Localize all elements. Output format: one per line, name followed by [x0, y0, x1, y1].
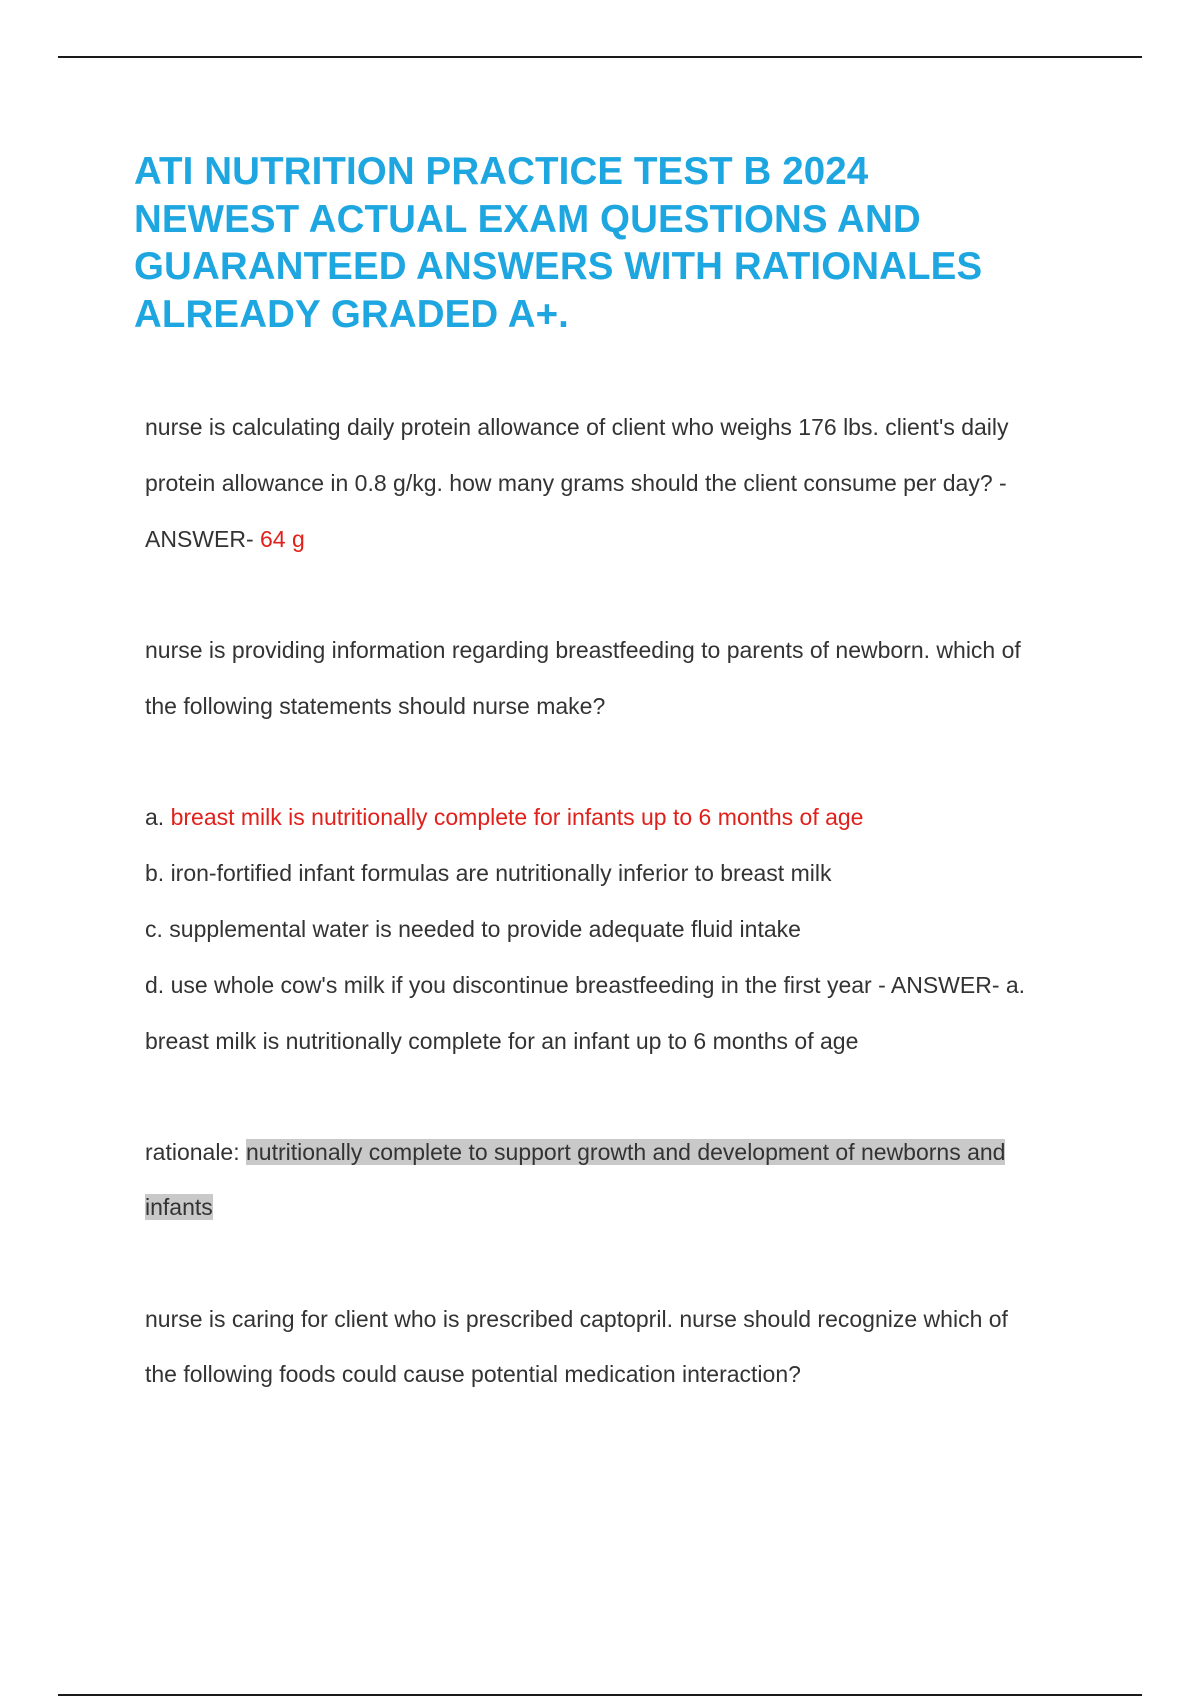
question-2-line-2: the following statements should nurse make?: [145, 693, 606, 719]
question-2-answer: breast milk is nutritionally complete for an infant up to 6 months of age: [145, 1028, 859, 1054]
question-1-line-1: nurse is calculating daily protein allowance of client who weighs 176 lbs. client's daily: [145, 414, 1009, 440]
option-a-prefix: a.: [145, 804, 171, 830]
question-1-answer: [145, 526, 1085, 553]
footer-rule: [58, 1694, 1142, 1696]
option-a: [145, 804, 1085, 831]
question-2-line-1: nurse is providing information regarding breastfeeding to parents of newborn. which of: [145, 637, 1021, 663]
title-line: ALREADY GRADED A+.: [134, 292, 569, 336]
document-title: [134, 148, 1094, 338]
option-c: c. supplemental water is needed to provide adequate fluid intake: [145, 916, 801, 942]
answer-value: 64 g: [260, 526, 305, 552]
option-b: b. iron-fortified infant formulas are nutritionally inferior to breast milk: [145, 860, 832, 886]
title-line: GUARANTEED ANSWERS WITH RATIONALES: [134, 245, 983, 288]
question-3-line-2: the following foods could cause potential medication interaction?: [145, 1361, 801, 1387]
option-a-text: breast milk is nutritionally complete for infants up to 6 months of age: [170, 804, 864, 830]
header-rule: [58, 56, 1142, 58]
rationale-continued: [145, 1194, 1085, 1221]
title-line: ATI NUTRITION PRACTICE TEST B 2024: [134, 150, 869, 193]
rationale-text: infants: [145, 1194, 213, 1220]
question-1-line-2: protein allowance in 0.8 g/kg. how many grams should the client consume per day? -: [145, 470, 1007, 496]
title-line: NEWEST ACTUAL EXAM QUESTIONS AND: [134, 197, 921, 241]
question-3-line-1: nurse is caring for client who is prescribed captopril. nurse should recognize which of: [145, 1306, 1008, 1332]
rationale-text: nutritionally complete to support growth and development of newborns and: [246, 1139, 1006, 1165]
rationale: [145, 1139, 1085, 1166]
rationale-label: rationale:: [145, 1139, 247, 1165]
option-d: d. use whole cow's milk if you discontinue breastfeeding in the first year - ANSWER- a.: [145, 972, 1026, 998]
answer-prefix: ANSWER-: [145, 526, 260, 552]
